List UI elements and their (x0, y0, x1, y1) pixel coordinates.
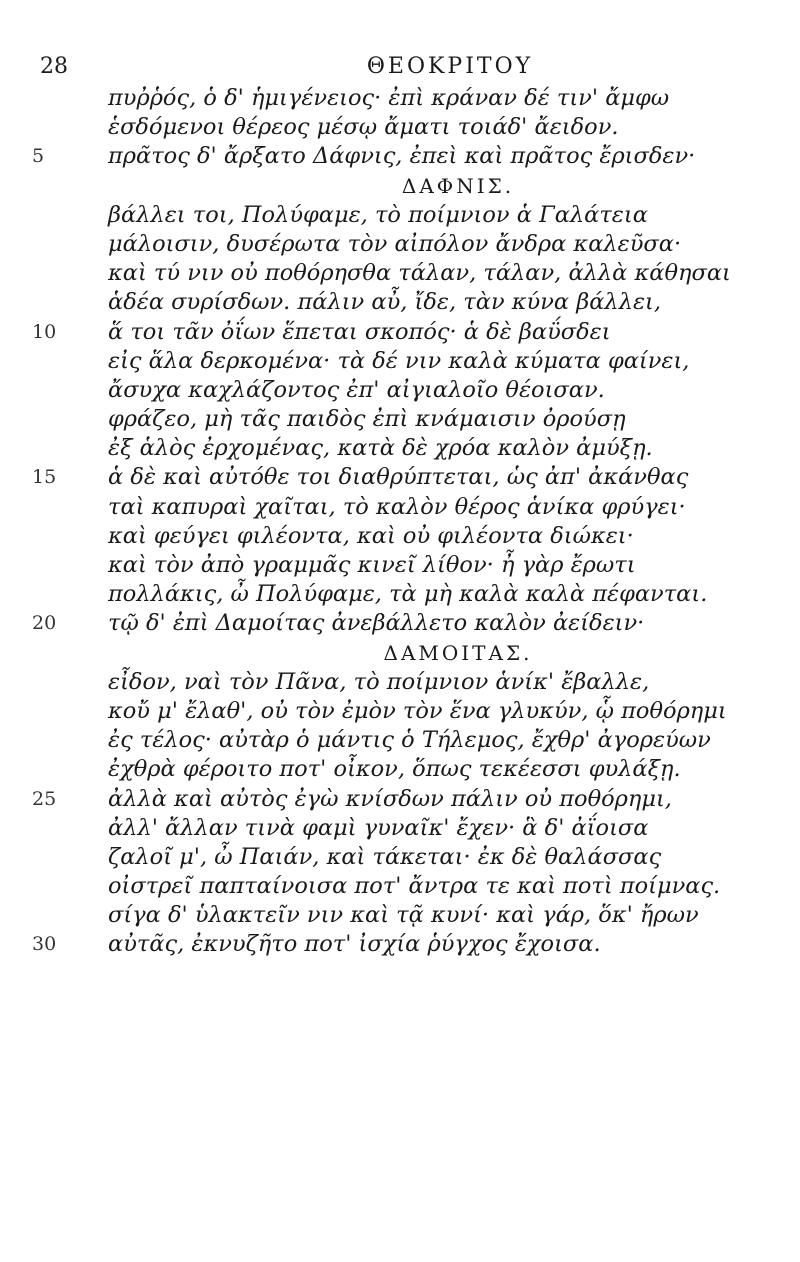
verse-line (108, 668, 768, 697)
verse-line (108, 872, 768, 901)
verse-line (32, 930, 768, 959)
verse-line (108, 551, 768, 580)
verse-text: ταὶ καπυραὶ χαῖται, τὸ καλὸν θέρος ἁνίκα φρύγει· (108, 493, 686, 520)
line-number: 10 (32, 320, 57, 343)
verse-line (108, 726, 768, 755)
verse-line (108, 347, 768, 376)
verse-line (108, 493, 768, 522)
verse-text: μάλοισιν, δυσέρωτα τὸν αἰπόλον ἄνδρα καλεῦσα· (108, 230, 682, 257)
verse-text: καὶ τὸν ἀπὸ γραμμᾶς κινεῖ λίθον· ἦ γὰρ ἔρωτι (108, 552, 636, 578)
verse-text: ἐξ ἁλὸς ἐρχομένας, κατὰ δὲ χρόα καλὸν ἀμύξῃ. (108, 435, 653, 462)
verse-text: ἅ τοι τᾶν ὀΐων ἕπεται σκοπός· ἁ δὲ βαΰσδει (108, 318, 611, 345)
verse-text: τῷ δ' ἐπὶ Δαμοίτας ἀνεβάλλετο καλὸν ἀείδειν· (108, 610, 645, 637)
verse-text: σίγα δ' ὑλακτεῖν νιν καὶ τᾷ κυνί· καὶ γάρ, ὅκ' ἤρων (108, 902, 699, 929)
verse-text: βάλλει τοι, Πολύφαμε, τὸ ποίμνιον ἁ Γαλάτεια (108, 201, 648, 228)
verse-text: οἰστρεῖ παπταίνοισα ποτ' ἄντρα τε καὶ ποτὶ ποίμνας. (108, 873, 721, 900)
speaker-heading (108, 639, 768, 668)
running-title: ΘΕΟΚΡΙΤΟΥ (366, 54, 534, 79)
line-number: 20 (32, 612, 57, 635)
verse-text: ζαλοῖ μ', ὦ Παιάν, καὶ τάκεται· ἐκ δὲ θαλάσσας (108, 843, 662, 870)
verse-text: πρᾶτος δ' ἄρξατο Δάφνις, ἐπεὶ καὶ πρᾶτος ἔρισδεν· (108, 143, 696, 170)
verse-line (108, 84, 768, 113)
verse-line (32, 609, 768, 638)
verse-text: πυῤῥός, ὁ δ' ἡμιγένειος· ἐπὶ κράναν δέ τιν' ἄμφω (108, 85, 670, 111)
verse-text: κοὔ μ' ἔλαθ', οὐ τὸν ἐμὸν τὸν ἕνα γλυκύν, ᾧ ποθόρημι (108, 697, 727, 724)
verse-text: φράζεο, μὴ τᾶς παιδὸς ἐπὶ κνάμαισιν ὀρούσῃ (108, 406, 626, 433)
verse-line (32, 463, 768, 492)
verse-text: ἁδέα συρίσδων. πάλιν αὖ, ἴδε, τὰν κύνα βάλλει, (108, 289, 661, 316)
verse-line (108, 201, 768, 230)
verse-line (108, 230, 768, 259)
verse-line (108, 814, 768, 843)
line-number: 15 (32, 466, 57, 489)
verse-line (32, 318, 768, 347)
verse-line (108, 901, 768, 930)
verse-text: ἐχθρὰ φέροιτο ποτ' οἶκον, ὅπως τεκέεσσι φυλάξῃ. (108, 756, 681, 783)
verse-line (108, 755, 768, 784)
verse-text: ἐς τέλος· αὐτὰρ ὁ μάντις ὁ Τήλεμος, ἔχθρ' ἀγορεύων (108, 727, 711, 754)
verse-text: ἀλλ' ἄλλαν τινὰ φαμὶ γυναῖκ' ἔχεν· ἃ δ' ἀΐοισα (108, 814, 649, 841)
verse-text: καὶ τύ νιν οὐ ποθόρησθα τάλαν, τάλαν, ἀλλὰ κάθησαι (108, 260, 731, 287)
verse-line (108, 843, 768, 872)
poem-text (32, 84, 768, 960)
verse-line (108, 434, 768, 463)
verse-text: εἶδον, ναὶ τὸν Πᾶνα, τὸ ποίμνιον ἁνίκ' ἔβαλλε, (108, 668, 650, 695)
verse-line (108, 580, 768, 609)
line-number: 30 (32, 933, 57, 956)
verse-text: πολλάκις, ὦ Πολύφαμε, τὰ μὴ καλὰ καλὰ πέφανται. (108, 581, 708, 608)
verse-line (108, 288, 768, 317)
verse-line (32, 142, 768, 171)
verse-line (108, 522, 768, 551)
speaker-name: ΔΑΜΟΙΤΑΣ. (383, 640, 533, 665)
verse-line (108, 259, 768, 288)
verse-text: εἰς ἅλα δερκομένα· τὰ δέ νιν καλὰ κύματα φαίνει, (108, 347, 690, 374)
verse-text: ἑσδόμενοι θέρεος μέσῳ ἄματι τοιάδ' ἄειδον. (108, 114, 619, 141)
verse-line (108, 405, 768, 434)
verse-text: αὐτᾶς, ἐκνυζῆτο ποτ' ἰσχία ῥύγχος ἔχοισα. (108, 931, 601, 958)
verse-text: ἄσυχα καχλάζοντος ἐπ' αἰγιαλοῖο θέοισαν. (108, 376, 605, 403)
verse-line (108, 697, 768, 726)
verse-text: ἁ δὲ καὶ αὐτόθε τοι διαθρύπτεται, ὡς ἀπ' ἀκάνθας (108, 464, 689, 491)
verse-line (108, 376, 768, 405)
verse-line (108, 113, 768, 142)
speaker-heading (108, 172, 768, 201)
line-number: 25 (32, 787, 57, 810)
verse-text: καὶ φεύγει φιλέοντα, καὶ οὐ φιλέοντα διώκει· (108, 522, 634, 549)
speaker-name: ΔΑΦΝΙΣ. (401, 173, 515, 198)
line-number: 5 (32, 145, 45, 168)
verse-line (32, 785, 768, 814)
page-number: 28 (40, 54, 68, 79)
verse-text: ἀλλὰ καὶ αὐτὸς ἐγὼ κνίσδων πάλιν οὐ ποθόρημι, (108, 785, 672, 812)
